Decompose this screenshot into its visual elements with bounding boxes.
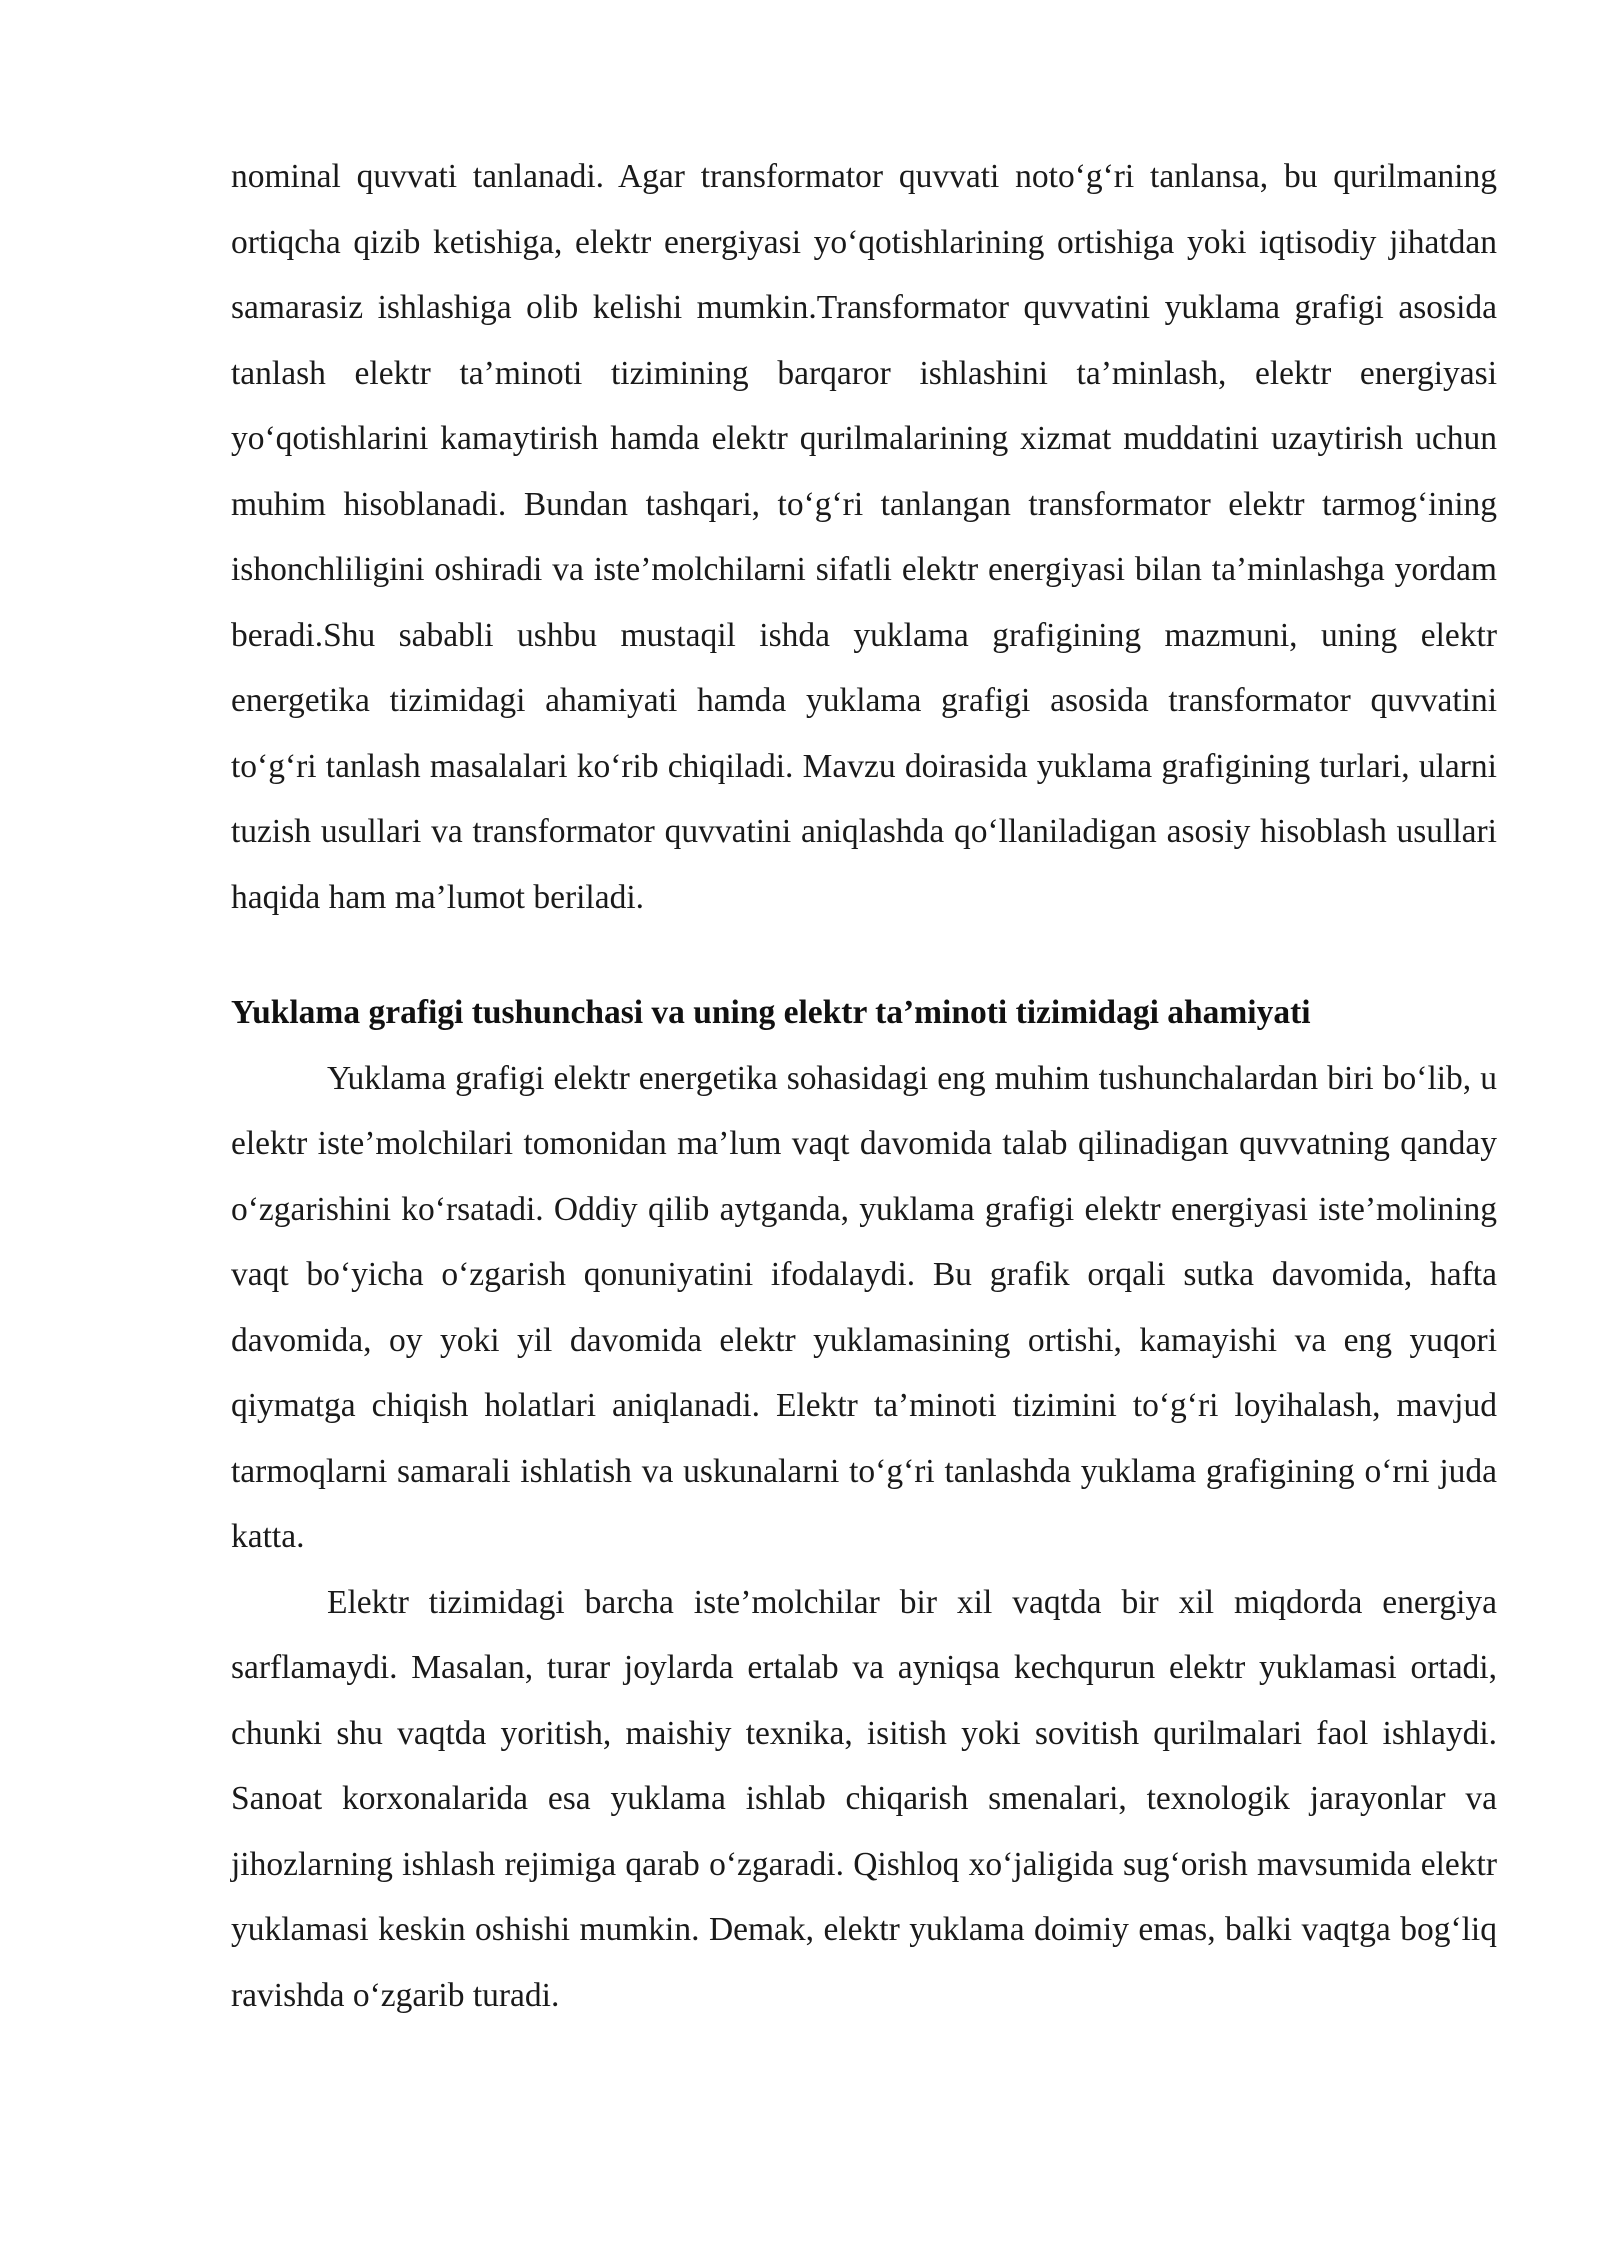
body-paragraph-3: Elektr tizimidagi barcha iste’molchilar bir xil vaqtda bir xil miqdorda energiya sarflamaydi. Masalan, turar joylarda ertalab va ayniqsa kechqurun elektr yuklamasi ortadi, chunki shu vaqtda yoritish, maishiy texnika, isitish yoki sovitish qurilmalari faol ishlaydi. Sanoat korxonalarida esa yuklama ishlab chiqarish smenalari, texnologik jarayonlar va jihozlarning ishlash rejimiga qarab o‘zgaradi. Qishloq xo‘jaligida sug‘orish mavsumida elektr yuklamasi keskin oshishi mumkin. Demak, elektr yuklama doimiy emas, balki vaqtga bog‘liq ravishda o‘zgarib turadi.	[231, 1583, 1497, 2014]
body-paragraph-1: nominal quvvati tanlanadi. Agar transformator quvvati noto‘g‘ri tanlansa, bu qurilmaning ortiqcha qizib ketishiga, elektr energiyasi yo‘qotishlarining ortishiga yoki iqtisodiy jihatdan samarasiz ishlashiga olib kelishi mumkin.Transformator quvvatini yuklama grafigi asosida tanlash elektr ta’minoti tizimining barqaror ishlashini ta’minlash, elektr energiyasi yo‘qotishlarini kamaytirish hamda elektr qurilmalarining xizmat muddatini uzaytirish uchun muhim hisoblanadi. Bundan tashqari, to‘g‘ri tanlangan transformator elektr tarmog‘ining ishonchliligini oshiradi va iste’molchilarni sifatli elektr energiyasi bilan ta’minlashga yordam beradi.Shu sababli ushbu mustaqil ishda yuklama grafigining mazmuni, uning elektr energetika tizimidagi ahamiyati hamda yuklama grafigi asosida transformator quvvatini to‘g‘ri tanlash masalalari ko‘rib chiqiladi. Mavzu doirasida yuklama grafigining turlari, ularni tuzish usullari va transformator quvvatini aniqlashda qo‘llaniladigan asosiy hisoblash usullari haqida ham ma’lumot beriladi.	[231, 158, 1497, 916]
paragraph-spacer	[231, 930, 1497, 980]
body-paragraph-2: Yuklama grafigi elektr energetika sohasidagi eng muhim tushunchalardan biri bo‘lib, u elektr iste’molchilari tomonidan ma’lum vaqt davomida talab qilinadigan quvvatning qanday o‘zgarishini ko‘rsatadi. Oddiy qilib aytganda, yuklama grafigi elektr energiyasi iste’molining vaqt bo‘yicha o‘zgarish qonuniyatini ifodalaydi. Bu grafik orqali sutka davomida, hafta davomida, oy yoki yil davomida elektr yuklamasining ortishi, kamayishi va eng yuqori qiymatga chiqish holatlari aniqlanadi. Elektr ta’minoti tizimini to‘g‘ri loyihalash, mavjud tarmoqlarni samarali ishlatish va uskunalarni to‘g‘ri tanlashda yuklama grafigining o‘rni juda katta.	[231, 1059, 1497, 1555]
section-heading: Yuklama grafigi tushunchasi va uning elektr ta’minoti tizimidagi ahamiyati	[231, 994, 1311, 1031]
document-body	[231, 144, 1497, 2028]
